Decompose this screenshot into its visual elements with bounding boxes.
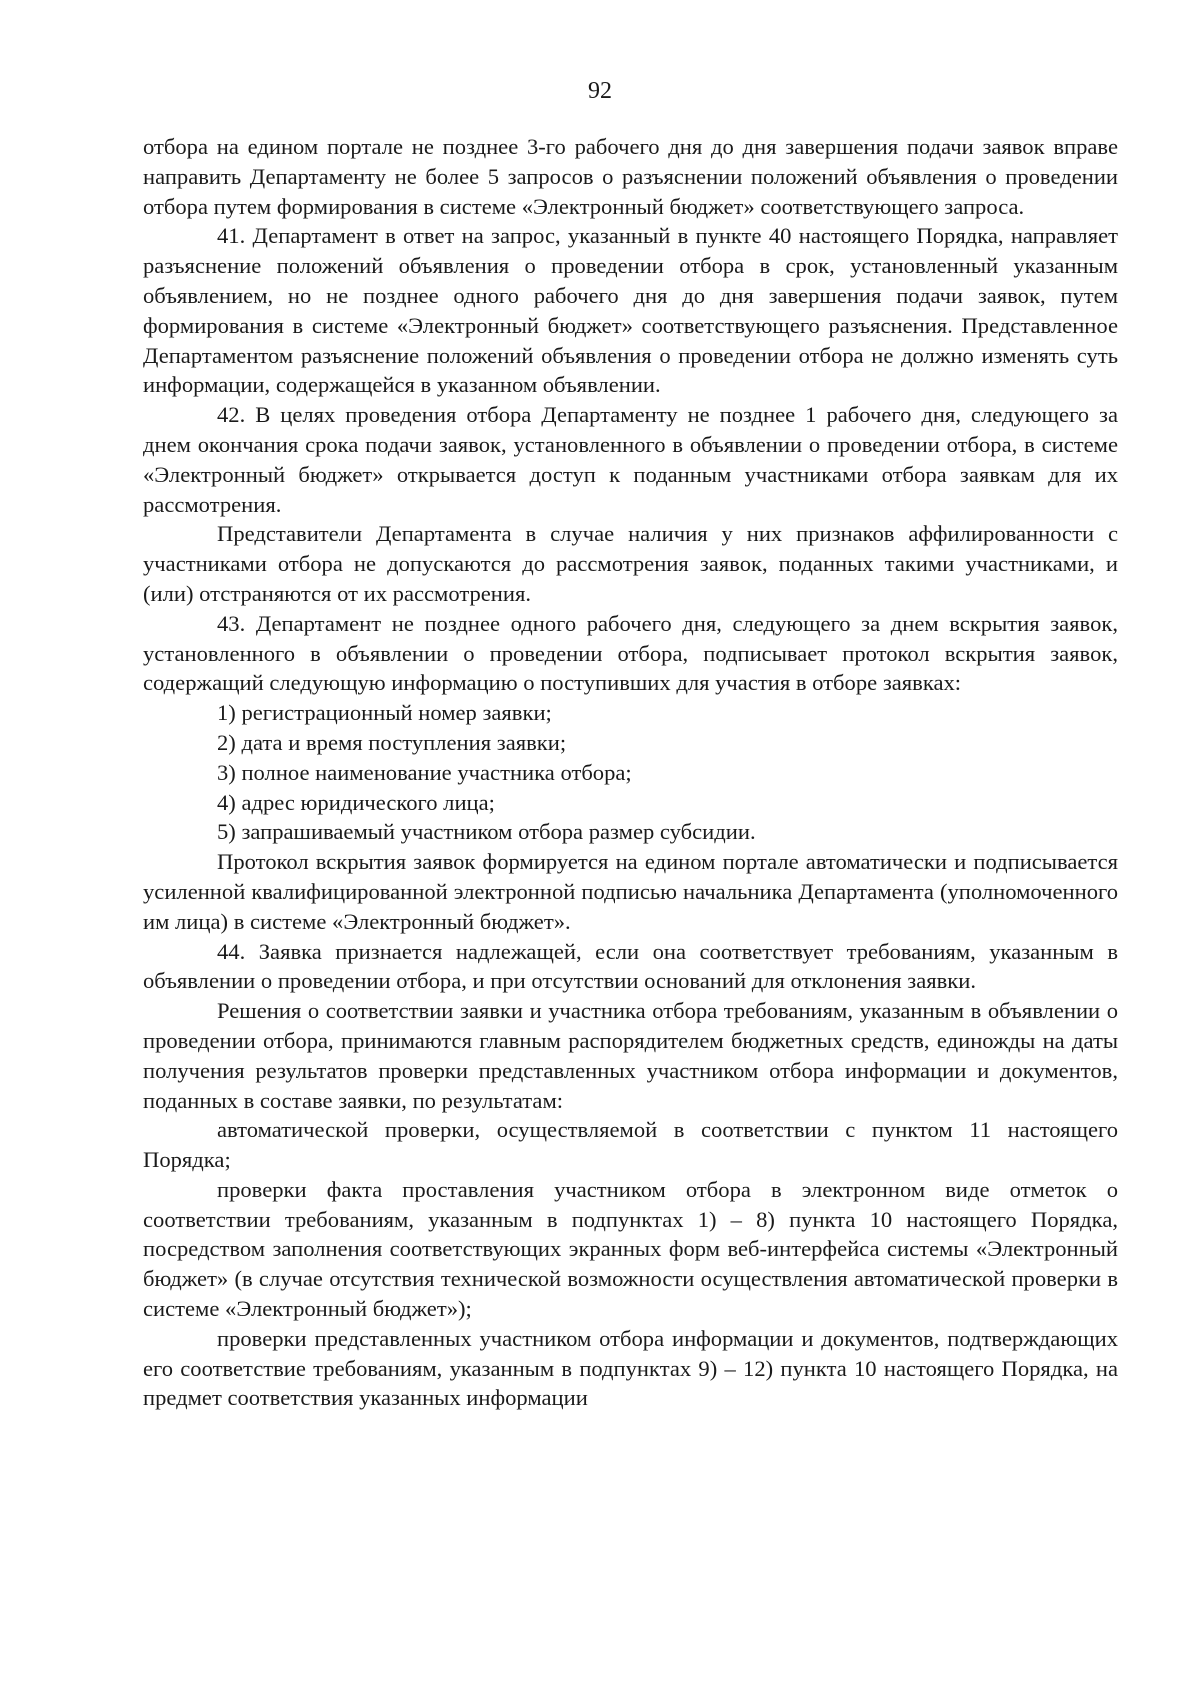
list-item: 5) запрашиваемый участником отбора размер субсидии.: [217, 819, 756, 845]
list-item: 3) полное наименование участника отбора;: [217, 759, 632, 785]
page-number: 92: [588, 78, 612, 104]
paragraph: 44. Заявка признается надлежащей, если она соответствует требованиям, указанным в объявлении о проведении отбора, и при отсутствии оснований для отклонения заявки.: [143, 938, 1118, 994]
paragraph: автоматической проверки, осуществляемой в соответствии с пунктом 11 настоящего Порядка;: [143, 1117, 1118, 1173]
paragraph: Представители Департамента в случае наличия у них признаков аффилированности с участниками отбора не допускаются до рассмотрения заявок, поданных такими участниками, и (или) отстраняются от их рассмотрения.: [143, 521, 1118, 606]
list-item: 1) регистрационный номер заявки;: [217, 700, 552, 726]
list-item: 2) дата и время поступления заявки;: [217, 729, 567, 755]
document-body: [143, 132, 1118, 1413]
paragraph: проверки представленных участником отбора информации и документов, подтверждающих его соответствие требованиям, указанным в подпунктах 9) – 12) пункта 10 настоящего Порядка, на предмет соответствия указанных информации: [143, 1325, 1118, 1411]
paragraph: 42. В целях проведения отбора Департаменту не позднее 1 рабочего дня, следующего за днем окончания срока подачи заявок, установленного в объявлении о проведении отбора, в системе «Электронный бюджет» открывается доступ к поданным участниками отбора заявкам для их рассмотрения.: [143, 402, 1118, 517]
paragraph: 43. Департамент не позднее одного рабочего дня, следующего за днем вскрытия заявок, установленного в объявлении о проведении отбора, подписывает протокол вскрытия заявок, содержащий следующую информацию о поступивших для участия в отборе заявках:: [143, 610, 1118, 696]
paragraph: отбора на едином портале не позднее 3-го рабочего дня до дня завершения подачи заявок вправе направить Департаменту не более 5 запросов о разъяснении положений объявления о проведении отбора путем формирования в системе «Электронный бюджет» соответствующего запроса.: [143, 134, 1118, 219]
paragraph: Решения о соответствии заявки и участника отбора требованиям, указанным в объявлении о проведении отбора, принимаются главным распорядителем бюджетных средств, единожды на даты получения результатов проверки представленных участником отбора информации и документов, поданных в составе заявки, по результатам:: [143, 998, 1118, 1113]
paragraph: Протокол вскрытия заявок формируется на едином портале автоматически и подписывается усиленной квалифицированной электронной подписью начальника Департамента (уполномоченного им лица) в системе «Электронный бюджет».: [143, 849, 1118, 934]
paragraph: проверки факта проставления участником отбора в электронном виде отметок о соответствии требованиям, указанным в подпунктах 1) – 8) пункта 10 настоящего Порядка, посредством заполнения соответствующих экранных форм веб-интерфейса системы «Электронный бюджет» (в случае отсутствия технической возможности осуществления автоматической проверки в системе «Электронный бюджет»);: [143, 1176, 1118, 1322]
paragraph: 41. Департамент в ответ на запрос, указанный в пункте 40 настоящего Порядка, направляет разъяснение положений объявления о проведении отбора в срок, установленный указанным объявлением, но не позднее одного рабочего дня до дня завершения подачи заявок, путем формирования в системе «Электронный бюджет» соответствующего разъяснения. Представленное Департаментом разъяснение положений объявления о проведении отбора не должно изменять суть информации, содержащейся в указанном объявлении.: [143, 223, 1118, 398]
list-item: 4) адрес юридического лица;: [217, 789, 495, 815]
